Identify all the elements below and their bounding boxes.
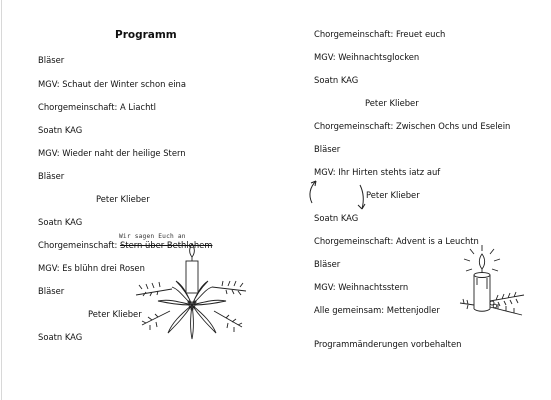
poinsettia-candle-drawing xyxy=(132,245,252,345)
left-item-2: MGV: Schaut der Winter schon eina xyxy=(38,79,186,89)
swap-arrows-annotation xyxy=(302,175,372,223)
right-item-13: Alle gemeinsam: Mettenjodler xyxy=(314,305,440,315)
right-item-8: Peter Klieber xyxy=(366,190,420,200)
left-item-8: Soatn KAG xyxy=(38,217,83,227)
program-footer-note: Programmänderungen vorbehalten xyxy=(314,339,462,349)
left-item-12: Peter Klieber xyxy=(88,309,142,319)
left-item-1: Bläser xyxy=(38,55,65,65)
right-item-1: Chorgemeinschaft: Freuet euch xyxy=(314,29,446,39)
right-item-11: Bläser xyxy=(314,259,341,269)
candle-holly-drawing xyxy=(452,245,532,320)
right-item-6: Bläser xyxy=(314,144,341,154)
right-item-3: Soatn KAG xyxy=(314,75,359,85)
left-item-6: Bläser xyxy=(38,171,65,181)
program-title: Programm xyxy=(115,29,177,41)
right-item-7: MGV: Ihr Hirten stehts iatz auf xyxy=(314,167,441,177)
struck-song-title: Stern über Bethlehem xyxy=(119,240,213,250)
left-item-5: MGV: Wieder naht der heilige Stern xyxy=(38,148,186,158)
left-item-13: Soatn KAG xyxy=(38,332,83,342)
left-item-11: Bläser xyxy=(38,286,65,296)
left-item-7: Peter Klieber xyxy=(96,194,150,204)
right-item-10: Chorgemeinschaft: Advent is a Leuchtn xyxy=(314,236,479,246)
handwritten-correction: Wir sagen Euch an xyxy=(119,233,186,240)
left-item-10: MGV: Es blühn drei Rosen xyxy=(38,263,145,273)
left-item-9-label: Chorgemeinschaft: xyxy=(38,240,120,250)
right-item-12: MGV: Weihnachtsstern xyxy=(314,282,409,292)
left-item-3: Chorgemeinschaft: A Liachtl xyxy=(38,102,157,112)
right-item-9: Soatn KAG xyxy=(314,213,359,223)
right-item-4: Peter Klieber xyxy=(365,98,419,108)
page-edge xyxy=(1,0,2,400)
left-item-4: Soatn KAG xyxy=(38,125,83,135)
right-item-5: Chorgemeinschaft: Zwischen Ochs und Eselein xyxy=(314,121,511,131)
right-item-2: MGV: Weihnachtsglocken xyxy=(314,52,420,62)
